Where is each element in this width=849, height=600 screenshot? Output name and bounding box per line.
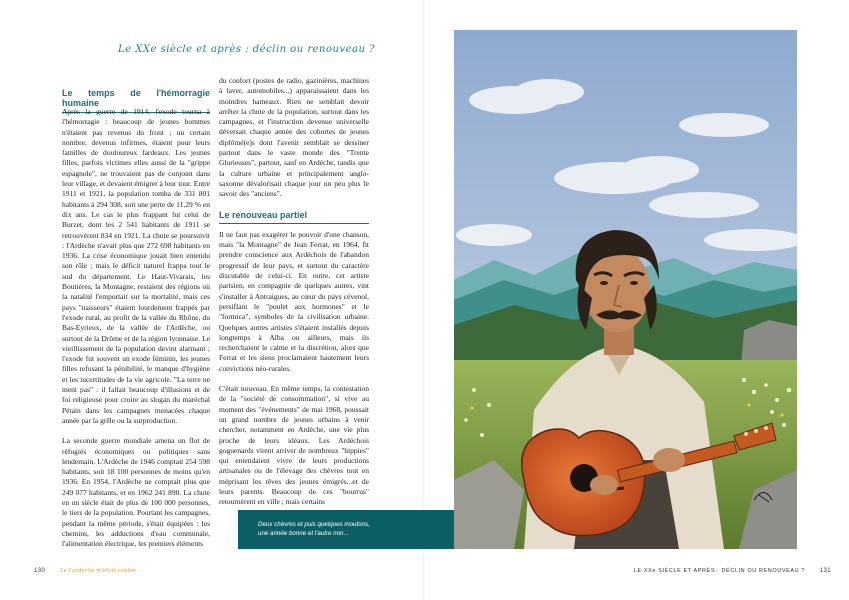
logo-accent: l'ardèche <box>68 568 95 574</box>
paragraph: C'était nouveau. En même temps, la contestation de la "société de consommation", si vive au moment des "événements" de mai 1968, poussait un grand nombre de jeunes urbains à venir chercher, notamment en Ardèche, une vie plus proche de leurs idéaux. Les Ardéchois goguenards virent arriver de nombreux "hippies" qui entendaient vivre de leurs productions artisanales ou de l'élevage des chèvres tout en méprisant les rêves des jeunes émigrés...et de leurs parents. Beaucoup de ces "bourrus" retournèrent en ville ; mais certains <box>219 384 369 507</box>
text-column-2 <box>219 76 369 508</box>
section-title-hemorragie: Le temps de l'hémorragie humaine <box>62 88 210 113</box>
caption-line-2: une année bonne et l'autre non... <box>258 530 349 537</box>
paragraph: Après la guerre de 1914, l'exode tourna à l'hémorragie : beaucoup de jeunes hommes n'étaient pas revenus du front ; un certain nombre, devenus infirmes, étaient pour leurs familles de douloureux fardeaux. Les jeunes filles, parfois victimes elles aussi de la "grippe espagnole", ne trouvaient pas de conjoint dans leur village, et devaient émigrer à leur tour. Entre 1911 et 1921, la population tomba de 331 801 habitants à 294 308, soit une perte de 11,29 % en dix ans. Le cas le plus frappant fut celui de Burzet, dont les 2 541 habitants de 1911 se retrouvèrent 834 en 1921. La chute se poursuivit : l'Ardèche n'avait plus que 272 698 habitants en 1936. La crise économique jouait bien entendu son rôle ; mais le déficit naturel frappa tout le sud du département. Le Haut-Vivarais, les Boutières, la Montagne, restaient des régions où la natalité l'emportait sur la mortalité, mais ces pays "naisseurs" étaient lourdement frappés par l'exode rural, au profit de la vallée du Rhône, du Bas-Eyrieux, de la vallée de l'Ardèche, ou surtout de la Drôme et de la région lyonnaise. Le vieillissement de la population devint alarmant ; l'exode fut souvent un exode féminin, les jeunes filles refusant la pénibilité, le manque d'hygiène et les incertitudes de la vie agricole. "La terre ne ment pas" : il fallait beaucoup d'illusions et de foi religieuse pour croire au slogan du maréchal Pétain dans les campagnes menacées chaque année par la grêle ou la surproduction. <box>62 107 210 425</box>
series-logo <box>60 568 136 574</box>
chapter-heading: Le XXe siècle et après : déclin ou renouveau ? <box>118 44 375 55</box>
caption-box <box>238 510 456 549</box>
logo-pre: Le <box>60 568 67 574</box>
page-number-left: 130 <box>34 568 46 574</box>
paragraph: Il ne faut pas exagérer le pouvoir d'une chanson, mais "la Montagne" de Jean Ferrat, en 1964, fit prendre conscience aux Ardéchois de l'abandon progressif de leur pays, et surtout du caractère discutable de celui-ci. En outre, cet artiste parisien, en compagnie de quelques autres, vint s'installer à Antraigues, au cœur du pays cévenol, persiflant le "poulet aux hormones" et le "formica", symboles de la civilisation urbaine. Quelques autres artistes s'étaient installés depuis longtemps à Alba ou ailleurs, mais ils recherchaient le calme et la discrétion, alors que Ferrat et les siens proclamaient hautement leurs convictions néo-rurales. <box>219 229 369 373</box>
section-body-hemorragie <box>62 107 210 549</box>
paragraph: La seconde guerre mondiale amena un flot de réfugiés économiques ou politiques sans lendemain. L'Ardèche de 1946 comptait 254 598 habitants, soit 18 100 personnes de moins qu'en 1936. En 1954, l'Ardèche ne comptait plus que 249 077 habitants, et en 1962 241 890. La chute en un siècle était de plus de 100 000 personnes, le tiers de la population. Pourtant les campagnes, pendant la même période, s'était équipées : les chemins, les adductions d'eau communale, l'alimentation électrique, les premiers éléments <box>62 436 210 549</box>
illustration-guitarist <box>454 30 797 549</box>
page-number-right: 131 <box>819 568 831 574</box>
running-title-right: LE XXe SIÈCLE ET APRÈS : DÉCLIN OU RENOUVEAU ? <box>633 568 805 574</box>
caption-line-1: Deux chèvres et puis quelques moutons, <box>258 521 370 528</box>
section-title-renouveau: Le renouveau partiel <box>219 210 369 224</box>
logo-post: m'était contée <box>96 568 137 574</box>
caption-text <box>258 520 448 538</box>
paragraph: du confort (postes de radio, gazinières, machines à laver, automobiles...) apparaissaient dans les moindres hameaux. Rien ne semblait devoir arrêter la chute de la population, surtout dans les campagnes, et l'instruction devenue universelle déversait chaque année des cohortes de jeunes diplômé(e)s dont l'avenir semblait se dessiner partout dans le vaste monde des "Trente Glorieuses", partout, sauf en Ardèche, tandis que la culture urbaine et principalement anglo-saxonne dévalorisait chaque jour un peu plus le savoir des "anciens". <box>219 76 369 199</box>
